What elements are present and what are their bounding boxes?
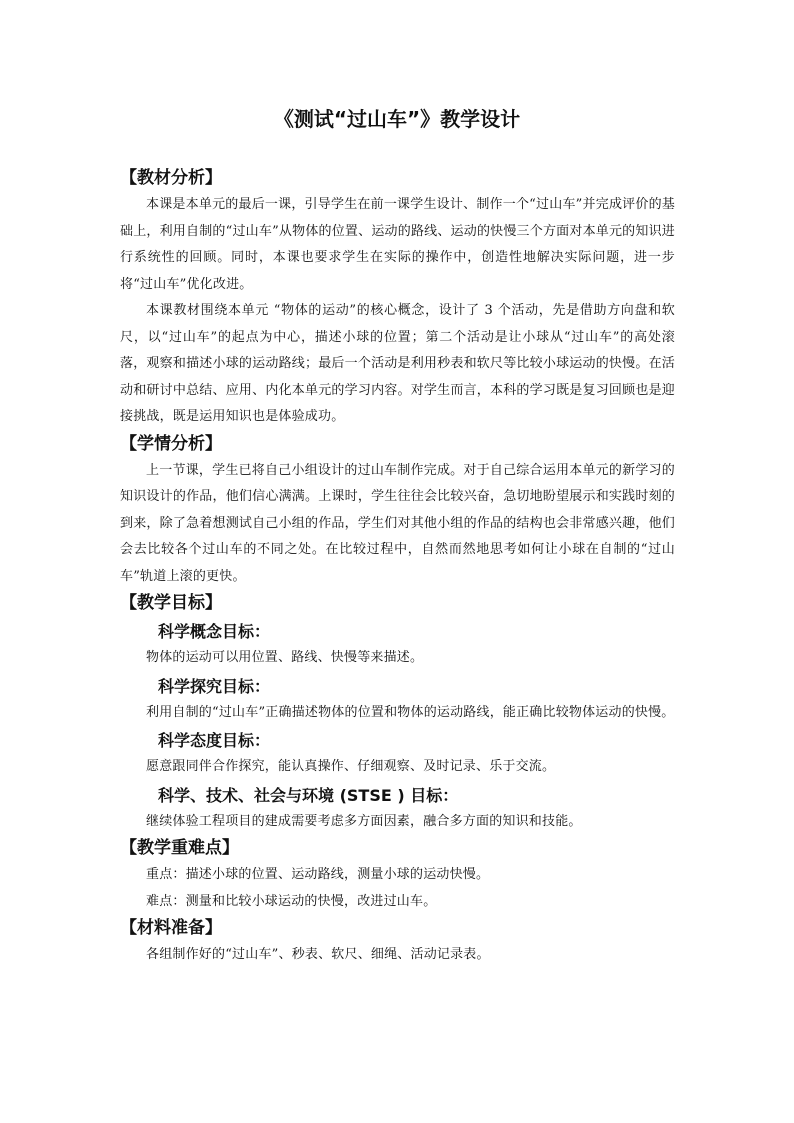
- section-heading: 【材料准备】: [120, 918, 222, 938]
- paragraph: 上一节课，学生已将自己小组设计的过山车制作完成。对于自己综合运用本单元的新学习的知识设计的作品，他们信心满满。上课时，学生往往会比较兴奋，急切地盼望展示和实践时刻的到来，除了急着想测试自己小组的作品，学生们对其他小组的作品的结构也会非常感兴趣，他们会去比较各个过山车的不同之处。在比较过程中，自然而然地思考如何让小球在自制的“过山车”轨道上滚的更快。: [120, 462, 675, 584]
- section-key-difficulties: [120, 835, 675, 915]
- document-body: [120, 165, 675, 969]
- section-student-analysis: [120, 431, 675, 591]
- section-heading: 【教学重难点】: [120, 838, 239, 858]
- section-heading: 【教学目标】: [120, 593, 222, 613]
- paragraph: 重点：描述小球的位置、运动路线，测量小球的运动快慢。: [146, 867, 490, 882]
- paragraph: 利用自制的“过山车”正确描述物体的位置和物体的运动路线，能正确比较物体运动的快慢。: [146, 704, 675, 720]
- paragraph: 继续体验工程项目的建成需要考虑多方面因素，融合多方面的知识和技能。: [146, 813, 582, 829]
- goal-subheading: 科学态度目标：: [158, 731, 271, 750]
- goal-subheading: 科学概念目标：: [158, 622, 271, 641]
- section-materials: [120, 915, 675, 969]
- paragraph: 愿意跟同伴合作探究，能认真操作、仔细观察、及时记录、乐于交流。: [146, 759, 556, 774]
- section-heading: 【教材分析】: [120, 168, 222, 188]
- section-textbook-analysis: [120, 165, 675, 431]
- section-teaching-goals: [120, 590, 675, 835]
- paragraph: 物体的运动可以用位置、路线、快慢等来描述。: [146, 650, 424, 665]
- section-heading: 【学情分析】: [120, 433, 222, 454]
- document-title: 《测试“过山车”》教学设计: [273, 107, 521, 131]
- goal-subheading: 科学、技术、社会与环境 (STSE ) 目标：: [158, 785, 459, 805]
- paragraph: 本课是本单元的最后一课，引导学生在前一课学生设计、制作一个“过山车”并完成评价的基础上，利用自制的“过山车”从物体的位置、运动的路线、运动的快慢三个方面对本单元的知识进行系统性的回顾。同时，本课也要求学生在实际的操作中，创造性地解决实际问题，进一步将“过山车”优化改进。: [120, 197, 675, 292]
- paragraph: 难点：测量和比较小球运动的快慢，改进过山车。: [146, 893, 437, 909]
- paragraph: 各组制作好的“过山车”、秒表、软尺、细绳、活动记录表。: [146, 947, 490, 962]
- goal-subheading: 科学探究目标：: [158, 676, 271, 696]
- paragraph: 本课教材围绕本单元 “物体的运动”的核心概念，设计了 3 个活动，先是借助方向盘和软尺，以“过山车”的起点为中心，描述小球的位置；第二个活动是让小球从“过山车”的高处滚落，观察和描述小球的运动路线；最后一个活动是利用秒表和软尺等比较小球运动的快慢。在活动和研讨中总结、应用、内化本单元的学习内容。对学生而言，本科的学习既是复习回顾也是迎接挑战，既是运用知识也是体验成功。: [120, 303, 675, 424]
